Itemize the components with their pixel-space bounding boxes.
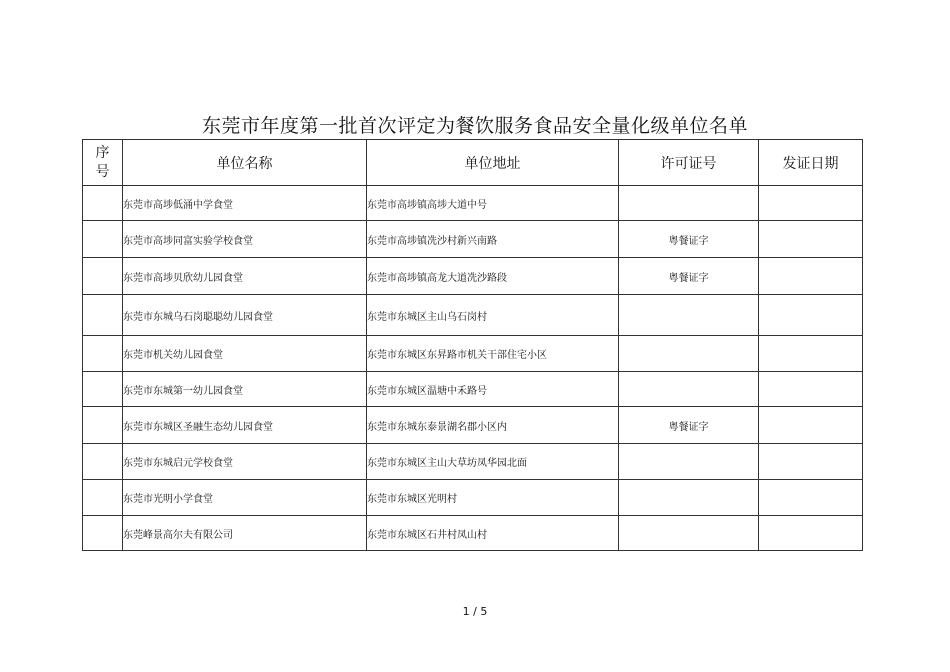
- row-license-number: [619, 480, 759, 516]
- row-seq: [83, 336, 123, 372]
- row-seq: [83, 444, 123, 480]
- row-unit-name: 东莞市东城启元学校食堂: [123, 444, 367, 480]
- row-unit-name: 东莞市东城乌石岗聪聪幼儿园食堂: [123, 295, 367, 336]
- row-unit-address: 东莞市高埗镇冼沙村新兴南路: [367, 221, 619, 258]
- row-issue-date: [759, 221, 863, 258]
- row-license-number: [619, 444, 759, 480]
- header-license-number: 许可证号: [619, 140, 759, 186]
- table-row: [83, 221, 863, 258]
- row-unit-name: 东莞市光明小学食堂: [123, 480, 367, 516]
- page-title: 东莞市年度第一批首次评定为餐饮服务食品安全量化级单位名单: [201, 115, 748, 137]
- row-unit-address: 东莞市东城区光明村: [367, 480, 619, 516]
- row-license-number: [619, 295, 759, 336]
- row-unit-name: 东莞峰景高尔夫有限公司: [123, 516, 367, 551]
- row-issue-date: [759, 295, 863, 336]
- table-row: [83, 295, 863, 336]
- header-seq-line2: 号: [95, 163, 110, 180]
- row-unit-address: 东莞市东城区东昇路市机关干部住宅小区: [367, 336, 619, 372]
- row-license-number: [619, 372, 759, 407]
- row-unit-address: 东莞市东城区温塘中禾路号: [367, 372, 619, 407]
- row-issue-date: [759, 186, 863, 221]
- table-header-row: [83, 140, 863, 186]
- header-seq-line1: 序: [95, 144, 110, 161]
- header-issue-date: 发证日期: [759, 140, 863, 186]
- header-seq: [83, 140, 123, 186]
- header-unit-address: 单位地址: [367, 140, 619, 186]
- row-license-number: [619, 336, 759, 372]
- row-seq: [83, 186, 123, 221]
- row-seq: [83, 516, 123, 551]
- row-unit-address: 东莞市高埗镇高埗大道中号: [367, 186, 619, 221]
- row-issue-date: [759, 258, 863, 295]
- row-license-number: 粤餐证字: [619, 221, 759, 258]
- row-unit-address: 东莞市高埗镇高龙大道冼沙路段: [367, 258, 619, 295]
- row-license-number: 粤餐证字: [619, 258, 759, 295]
- row-unit-name: 东莞市高埗贝欣幼儿园食堂: [123, 258, 367, 295]
- row-unit-name: 东莞市高埗同富实验学校食堂: [123, 221, 367, 258]
- row-license-number: [619, 186, 759, 221]
- table-row: [83, 186, 863, 221]
- unit-list-table: [82, 139, 863, 551]
- row-issue-date: [759, 516, 863, 551]
- table-row: [83, 480, 863, 516]
- table-row: [83, 258, 863, 295]
- row-unit-name: 东莞市东城第一幼儿园食堂: [123, 372, 367, 407]
- row-seq: [83, 258, 123, 295]
- row-seq: [83, 372, 123, 407]
- row-unit-name: 东莞市东城区圣融生态幼儿园食堂: [123, 407, 367, 444]
- table-row: [83, 372, 863, 407]
- row-issue-date: [759, 480, 863, 516]
- row-unit-address: 东莞市东城区主山乌石岗村: [367, 295, 619, 336]
- row-unit-name: 东莞市高埗低涌中学食堂: [123, 186, 367, 221]
- row-seq: [83, 295, 123, 336]
- table-row: [83, 407, 863, 444]
- row-issue-date: [759, 372, 863, 407]
- row-unit-address: 东莞市东城区石井村凤山村: [367, 516, 619, 551]
- row-unit-address: 东莞市东城东泰景湖名郡小区内: [367, 407, 619, 444]
- row-license-number: 粤餐证字: [619, 407, 759, 444]
- row-seq: [83, 221, 123, 258]
- table-row: [83, 336, 863, 372]
- table-row: [83, 516, 863, 551]
- page-indicator: 1 / 5: [462, 605, 488, 618]
- table-row: [83, 444, 863, 480]
- row-issue-date: [759, 407, 863, 444]
- row-seq: [83, 407, 123, 444]
- row-license-number: [619, 516, 759, 551]
- row-issue-date: [759, 444, 863, 480]
- row-issue-date: [759, 336, 863, 372]
- row-unit-address: 东莞市东城区主山大草坊凤华园北面: [367, 444, 619, 480]
- header-unit-name: 单位名称: [123, 140, 367, 186]
- row-unit-name: 东莞市机关幼儿园食堂: [123, 336, 367, 372]
- row-seq: [83, 480, 123, 516]
